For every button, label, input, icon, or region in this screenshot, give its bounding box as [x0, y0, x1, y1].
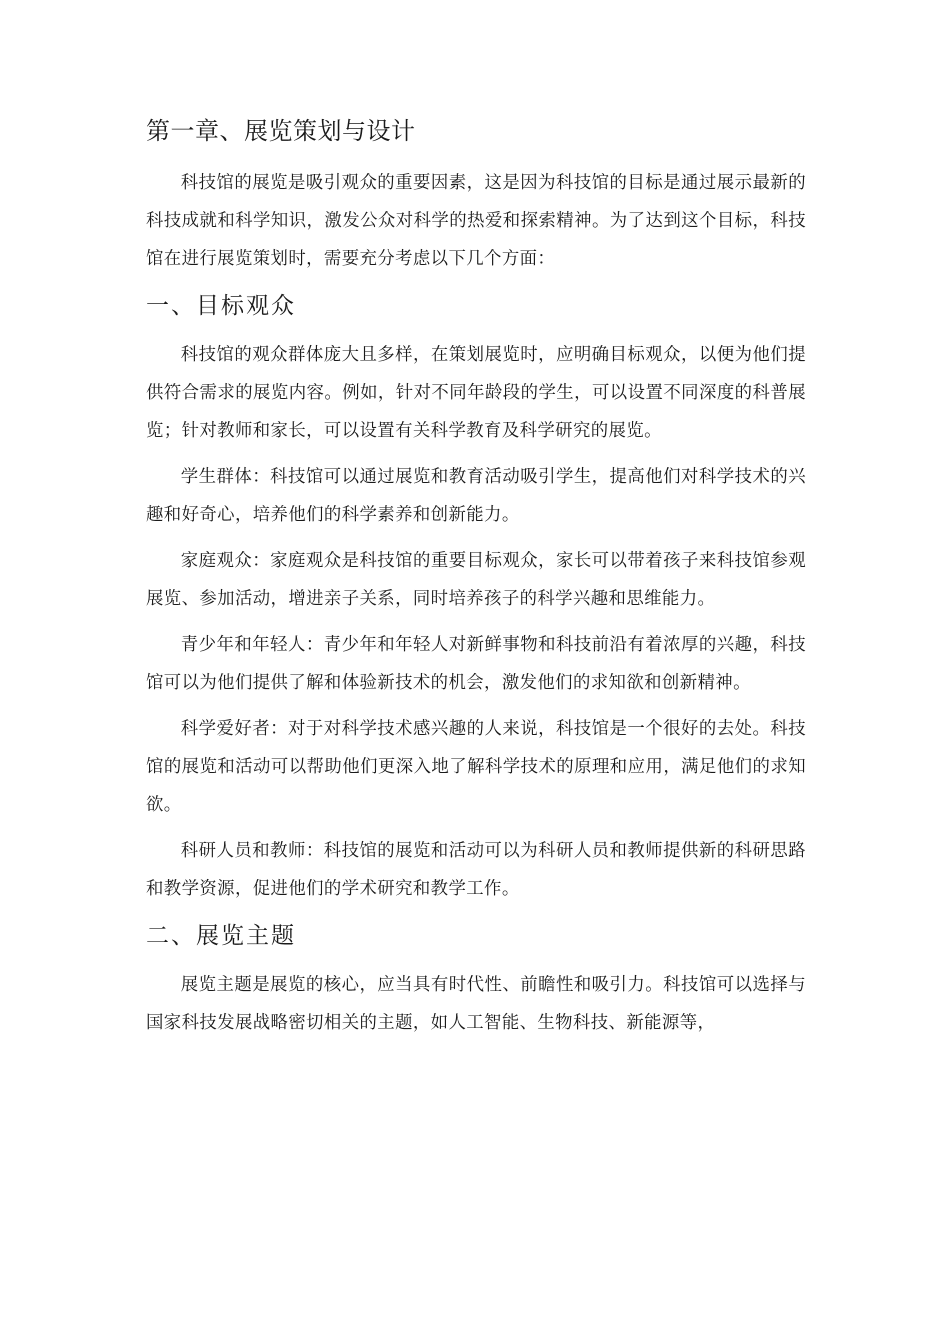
- intro-paragraph: 科技馆的展览是吸引观众的重要因素，这是因为科技馆的目标是通过展示最新的科技成就和科学知识，激发公众对科学的热爱和探索精神。为了达到这个目标，科技馆在进行展览策划时，需要充分考虑以下几个方面：: [146, 173, 806, 269]
- chapter-title: 第一章、展览策划与设计: [146, 117, 416, 145]
- paragraph-enthusiasts: 科学爱好者：对于对科学技术感兴趣的人来说，科技馆是一个很好的去处。科技馆的展览和活动可以帮助他们更深入地了解科学技术的原理和应用，满足他们的求知欲。: [146, 719, 806, 815]
- document-body: [146, 112, 806, 1050]
- paragraph-families: 家庭观众：家庭观众是科技馆的重要目标观众，家长可以带着孩子来科技馆参观展览、参加活动，增进亲子关系，同时培养孩子的科学兴趣和思维能力。: [146, 551, 806, 609]
- paragraph-researchers-teachers: 科研人员和教师：科技馆的展览和活动可以为科研人员和教师提供新的科研思路和教学资源，促进他们的学术研究和教学工作。: [146, 841, 806, 899]
- section-heading-exhibition-theme: 二、展览主题: [146, 923, 296, 949]
- paragraph-audience-overview: 科技馆的观众群体庞大且多样，在策划展览时，应明确目标观众，以便为他们提供符合需求的展览内容。例如，针对不同年龄段的学生，可以设置不同深度的科普展览；针对教师和家长，可以设置有关科学教育及科学研究的展览。: [146, 345, 806, 441]
- paragraph-theme: 展览主题是展览的核心，应当具有时代性、前瞻性和吸引力。科技馆可以选择与国家科技发展战略密切相关的主题，如人工智能、生物科技、新能源等，: [146, 975, 806, 1033]
- paragraph-students: 学生群体：科技馆可以通过展览和教育活动吸引学生，提高他们对科学技术的兴趣和好奇心，培养他们的科学素养和创新能力。: [146, 467, 806, 525]
- section-heading-target-audience: 一、目标观众: [146, 293, 296, 319]
- paragraph-youth: 青少年和年轻人：青少年和年轻人对新鲜事物和科技前沿有着浓厚的兴趣，科技馆可以为他们提供了解和体验新技术的机会，激发他们的求知欲和创新精神。: [146, 635, 806, 693]
